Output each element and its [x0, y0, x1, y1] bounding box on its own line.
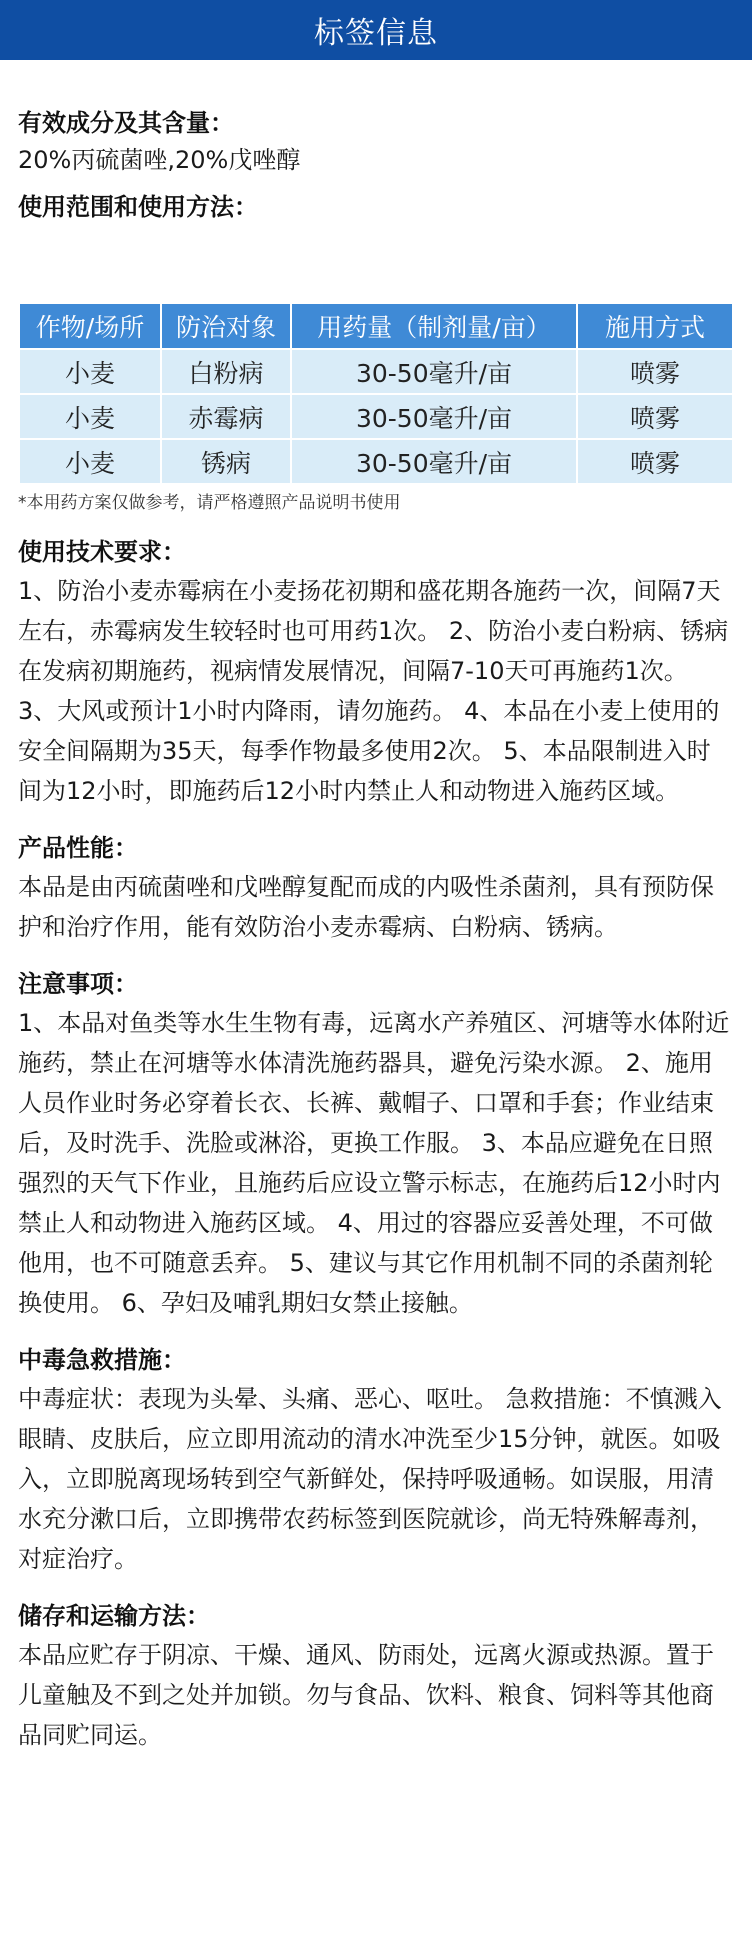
storage-text: 本品应贮存于阴凉、干燥、通风、防雨处，远离火源或热源。置于儿童触及不到之处并加锁。勿与食品、饮料、粮食、饲料等其他商品同贮同运。 — [18, 1641, 714, 1749]
first-aid-title: 中毒急救措施： — [18, 1346, 186, 1374]
column-header-dosage: 用药量（制剂量/亩） — [292, 304, 576, 348]
table-note: *本用药方案仅做参考，请严格遵照产品说明书使用 — [18, 493, 401, 513]
precautions-section — [18, 967, 734, 1323]
first-aid-text: 中毒症状：表现为头晕、头痛、恶心、呕吐。 急救措施：不慎溅入眼睛、皮肤后，应立即用流动的清水冲洗至少15分钟，就医。如吸入，立即脱离现场转到空气新鲜处，保持呼吸通畅。如误服，用清水充分漱口后，立即携带农药标签到医院就诊，尚无特殊解毒剂，对症治疗。 — [18, 1385, 722, 1573]
table-cell: 30-50毫升/亩 — [292, 440, 576, 483]
table-cell: 30-50毫升/亩 — [292, 350, 576, 393]
storage-section — [18, 1599, 734, 1755]
table-cell: 白粉病 — [162, 350, 290, 393]
precautions-title: 注意事项： — [18, 970, 138, 998]
table-row — [20, 350, 732, 393]
table-header-row — [20, 304, 732, 348]
table-cell: 30-50毫升/亩 — [292, 395, 576, 438]
tech-title: 使用技术要求： — [18, 538, 186, 566]
usage-section — [18, 190, 734, 224]
page-header — [0, 0, 752, 60]
table-row — [20, 440, 732, 483]
usage-title: 使用范围和使用方法： — [18, 193, 258, 221]
column-header-method: 施用方式 — [578, 304, 732, 348]
ingredients-value: 20%丙硫菌唑,20%戊唑醇 — [18, 146, 301, 174]
table-cell: 喷雾 — [578, 350, 732, 393]
usage-table — [18, 302, 734, 485]
table-cell: 小麦 — [20, 440, 160, 483]
page-title: 标签信息 — [314, 16, 438, 51]
ingredients-section — [18, 106, 734, 180]
table-cell: 小麦 — [20, 395, 160, 438]
table-cell: 喷雾 — [578, 395, 732, 438]
tech-section — [18, 535, 734, 811]
performance-title: 产品性能： — [18, 834, 138, 862]
table-cell: 锈病 — [162, 440, 290, 483]
label-content — [0, 106, 752, 1755]
column-header-target: 防治对象 — [162, 304, 290, 348]
performance-text: 本品是由丙硫菌唑和戊唑醇复配而成的内吸性杀菌剂，具有预防保护和治疗作用，能有效防治小麦赤霉病、白粉病、锈病。 — [18, 873, 714, 941]
table-cell: 小麦 — [20, 350, 160, 393]
storage-title: 储存和运输方法： — [18, 1602, 210, 1630]
table-row — [20, 395, 732, 438]
first-aid-section — [18, 1343, 734, 1579]
column-header-crop: 作物/场所 — [20, 304, 160, 348]
ingredients-title: 有效成分及其含量： — [18, 109, 234, 137]
table-cell: 喷雾 — [578, 440, 732, 483]
performance-section — [18, 831, 734, 947]
precautions-text: 1、本品对鱼类等水生生物有毒，远离水产养殖区、河塘等水体附近施药，禁止在河塘等水体清洗施药器具，避免污染水源。 2、施用人员作业时务必穿着长衣、长裤、戴帽子、口罩和手套；作业结束后，及时洗手、洗脸或淋浴，更换工作服。 3、本品应避免在日照强烈的天气下作业，且施药后应设立警示标志，在施药后12小时内禁止人和动物进入施药区域。 4、用过的容器应妥善处理，不可做他用，也不可随意丢弃。 5、建议与其它作用机制不同的杀菌剂轮换使用。 6、孕妇及哺乳期妇女禁止接触。 — [18, 1009, 730, 1317]
tech-text: 1、防治小麦赤霉病在小麦扬花初期和盛花期各施药一次，间隔7天左右，赤霉病发生较轻时也可用药1次。 2、防治小麦白粉病、锈病在发病初期施药，视病情发展情况，间隔7-10天可再施药1次。 3、大风或预计1小时内降雨，请勿施药。 4、本品在小麦上使用的安全间隔期为35天，每季作物最多使用2次。 5、本品限制进入时间为12小时，即施药后12小时内禁止人和动物进入施药区域。 — [18, 577, 729, 805]
table-cell: 赤霉病 — [162, 395, 290, 438]
